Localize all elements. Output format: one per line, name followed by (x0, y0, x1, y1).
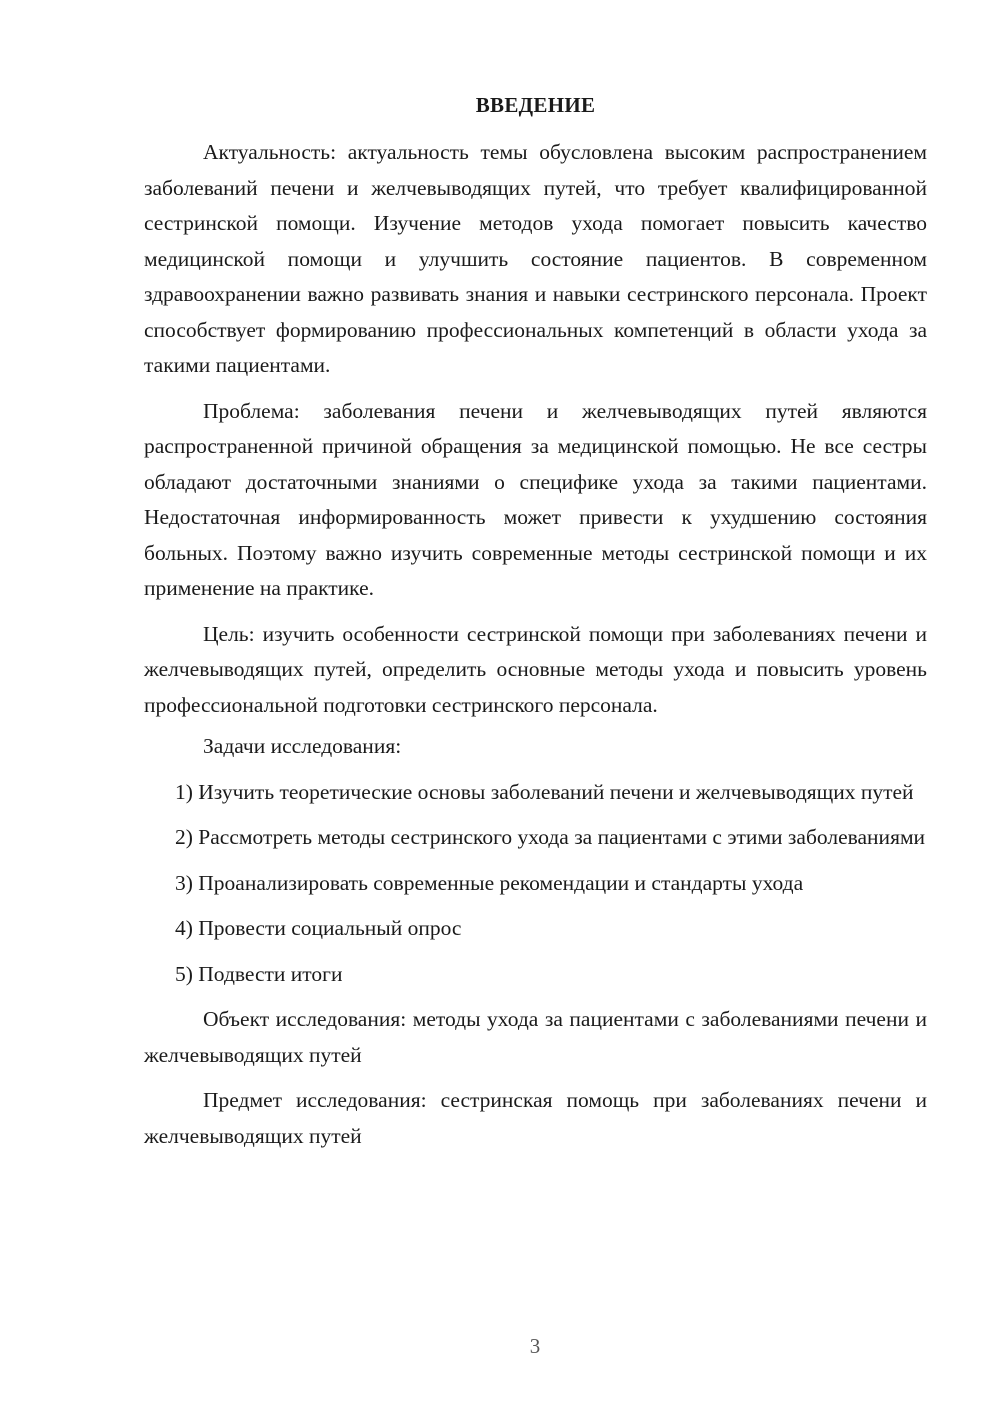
list-item: 2) Рассмотреть методы сестринского ухода за пациентами с этими заболеваниями (175, 825, 926, 850)
tasks-heading: Задачи исследования: (203, 734, 402, 759)
list-item: 4) Провести социальный опрос (175, 916, 462, 941)
page-number: 3 (529, 1334, 541, 1358)
list-item: 3) Проанализировать современные рекомендации и стандарты ухода (175, 870, 804, 895)
tasks-list (144, 775, 927, 993)
list-item: 1) Изучить теоретические основы заболеваний печени и желчевыводящих путей (175, 779, 914, 804)
section-title: ВВЕДЕНИЕ (475, 93, 596, 117)
list-item: 5) Подвести итоги (175, 961, 343, 986)
object-paragraph: Объект исследования: методы ухода за пациентами с заболеваниями печени и желчевыводящих путей (144, 1007, 927, 1067)
problem-paragraph: Проблема: заболевания печени и желчевыводящих путей являются распространенной причиной обращения за медицинской помощью. Не все сестры обладают достаточными знаниями о специфике ухода за такими пациентами. Недостаточная информированность может привести к ухудшению состояния больных. Поэтому важно изучить современные методы сестринской помощи и их применение на практике. (144, 398, 927, 601)
goal-paragraph: Цель: изучить особенности сестринской помощи при заболеваниях печени и желчевыводящих путей, определить основные методы ухода и повысить уровень профессиональной подготовки сестринского персонала. (144, 621, 927, 717)
subject-paragraph: Предмет исследования: сестринская помощь при заболеваниях печени и желчевыводящих путей (144, 1088, 927, 1148)
relevance-paragraph: Актуальность: актуальность темы обусловлена высоким распространением заболеваний печени и желчевыводящих путей, что требует квалифицированной сестринской помощи. Изучение методов ухода помогает повысить качество медицинской помощи и улучшить состояние пациентов. В современном здравоохранении важно развивать знания и навыки сестринского персонала. Проект способствует формированию профессиональных компетенций в области ухода за такими пациентами. (144, 140, 927, 378)
